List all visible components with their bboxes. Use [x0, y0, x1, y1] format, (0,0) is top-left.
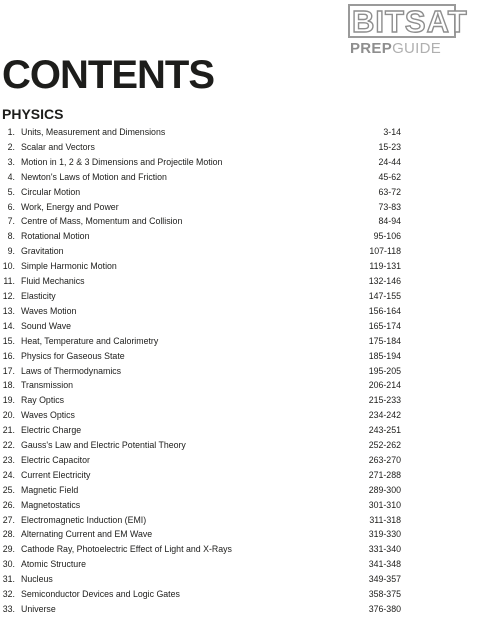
chapter-number: 25. — [2, 484, 15, 495]
chapter-title: Cathode Ray, Photoelectric Effect of Light and X-Rays — [21, 544, 232, 555]
page-range: 147-155 — [368, 290, 401, 301]
toc-entry — [0, 155, 480, 170]
toc-entry — [0, 244, 480, 259]
chapter-number: 16. — [2, 350, 15, 361]
toc-entry — [0, 423, 480, 438]
toc-entry — [0, 572, 480, 587]
toc-entry — [0, 468, 480, 483]
page-range: 252-262 — [368, 440, 401, 451]
chapter-number: 9. — [7, 246, 15, 257]
chapter-number: 4. — [7, 171, 15, 182]
chapter-title: Fluid Mechanics — [21, 276, 85, 287]
page-range: 84-94 — [378, 216, 401, 227]
page-range: 358-375 — [368, 589, 401, 600]
chapter-number: 7. — [7, 216, 15, 227]
chapter-number: 5. — [7, 186, 15, 197]
toc-entry — [0, 498, 480, 513]
page-range: 15-23 — [378, 141, 401, 152]
logo-prep-text: PREP — [350, 40, 393, 57]
chapter-title: Sound Wave — [21, 320, 72, 331]
page-range: 3-14 — [383, 127, 401, 137]
toc-entry — [0, 304, 480, 319]
toc-entry — [0, 289, 480, 304]
chapter-number: 1. — [7, 127, 15, 137]
page-range: 107-118 — [369, 246, 401, 257]
chapter-title: Scalar and Vectors — [21, 141, 95, 152]
bitsat-prepguide-logo — [348, 4, 468, 60]
toc-entry — [0, 170, 480, 185]
chapter-title: Gravitation — [21, 246, 64, 257]
chapter-number: 30. — [2, 559, 15, 570]
page-range: 271-288 — [368, 469, 401, 480]
chapter-title: Heat, Temperature and Calorimetry — [21, 335, 159, 346]
chapter-title: Transmission — [21, 380, 73, 391]
chapter-number: 11. — [3, 276, 15, 287]
toc-entry — [0, 587, 480, 602]
toc-entry — [0, 364, 480, 379]
chapter-number: 15. — [2, 335, 15, 346]
chapter-title: Magnetic Field — [21, 484, 79, 495]
chapter-title: Alternating Current and EM Wave — [21, 529, 153, 540]
chapter-number: 12. — [2, 290, 15, 301]
chapter-title: Waves Motion — [21, 305, 77, 316]
table-of-contents — [0, 125, 480, 617]
chapter-title: Magnetostatics — [21, 499, 81, 510]
chapter-title: Elasticity — [21, 290, 56, 301]
chapter-title: Rotational Motion — [21, 231, 90, 242]
chapter-number: 20. — [2, 410, 15, 421]
toc-entry — [0, 214, 480, 229]
toc-entry — [0, 319, 480, 334]
page-range: 289-300 — [368, 484, 401, 495]
toc-entry — [0, 125, 480, 140]
toc-entry — [0, 483, 480, 498]
chapter-number: 8. — [7, 231, 15, 242]
chapter-title: Electric Capacitor — [21, 454, 90, 465]
chapter-title: Laws of Thermodynamics — [21, 365, 122, 376]
chapter-title: Centre of Mass, Momentum and Collision — [21, 216, 183, 227]
toc-entry — [0, 513, 480, 528]
page-range: 234-242 — [368, 410, 401, 421]
page-range: 301-310 — [368, 499, 401, 510]
chapter-title: Ray Optics — [21, 395, 65, 406]
toc-entry — [0, 527, 480, 542]
page-range: 132-146 — [368, 276, 401, 287]
page-title: CONTENTS — [2, 53, 214, 97]
chapter-number: 6. — [7, 201, 15, 212]
page-range: 24-44 — [378, 156, 401, 167]
chapter-number: 2. — [7, 141, 15, 152]
chapter-title: Current Electricity — [21, 469, 91, 480]
toc-entry — [0, 140, 480, 155]
page-range: 95-106 — [373, 231, 401, 242]
chapter-number: 14. — [2, 320, 15, 331]
toc-entry — [0, 200, 480, 215]
chapter-title: Physics for Gaseous State — [21, 350, 125, 361]
toc-entry — [0, 349, 480, 364]
logo-guide-text: GUIDE — [392, 40, 442, 57]
toc-entry — [0, 393, 480, 408]
toc-entry — [0, 378, 480, 393]
page-range: 119-131 — [369, 261, 401, 272]
chapter-title: Waves Optics — [21, 410, 75, 421]
page-range: 349-357 — [368, 574, 401, 585]
chapter-number: 27. — [2, 514, 15, 525]
chapter-number: 26. — [2, 499, 15, 510]
page-range: 45-62 — [378, 171, 401, 182]
chapter-number: 3. — [7, 156, 15, 167]
page-range: 215-233 — [368, 395, 401, 406]
toc-entry — [0, 259, 480, 274]
page-range: 319-330 — [368, 529, 401, 540]
chapter-title: Motion in 1, 2 & 3 Dimensions and Projectile Motion — [21, 156, 223, 167]
chapter-title: Nucleus — [21, 574, 53, 585]
chapter-number: 23. — [2, 454, 15, 465]
toc-entry — [0, 185, 480, 200]
toc-entry — [0, 602, 480, 617]
logo-frame — [348, 4, 468, 39]
page-range: 165-174 — [368, 320, 401, 331]
chapter-title: Newton's Laws of Motion and Friction — [21, 171, 167, 182]
chapter-title: Units, Measurement and Dimensions — [21, 127, 166, 137]
chapter-number: 32. — [2, 589, 15, 600]
logo-prepguide-text — [350, 41, 458, 57]
chapter-number: 19. — [2, 395, 15, 406]
page-range: 341-348 — [368, 559, 401, 570]
page-range: 175-184 — [368, 335, 401, 346]
chapter-number: 22. — [2, 440, 15, 451]
chapter-number: 17. — [2, 365, 15, 376]
chapter-number: 31. — [2, 574, 15, 585]
chapter-title: Simple Harmonic Motion — [21, 261, 117, 272]
chapter-number: 29. — [2, 544, 15, 555]
toc-entry — [0, 453, 480, 468]
chapter-number: 24. — [2, 469, 15, 480]
chapter-title: Atomic Structure — [21, 559, 87, 570]
page-range: 185-194 — [368, 350, 401, 361]
chapter-title: Electric Charge — [21, 425, 82, 436]
chapter-title: Circular Motion — [21, 186, 81, 197]
section-heading: PHYSICS — [2, 106, 64, 122]
chapter-number: 13. — [2, 305, 15, 316]
toc-entry — [0, 542, 480, 557]
chapter-number: 10. — [2, 261, 15, 272]
page-range: 195-205 — [368, 365, 401, 376]
chapter-title: Gauss's Law and Electric Potential Theory — [21, 440, 186, 451]
toc-entry — [0, 334, 480, 349]
chapter-title: Semiconductor Devices and Logic Gates — [21, 589, 180, 600]
page-range: 156-164 — [368, 305, 401, 316]
chapter-number: 21. — [2, 425, 15, 436]
page-range: 263-270 — [368, 454, 401, 465]
page-range: 243-251 — [368, 425, 401, 436]
toc-entry — [0, 229, 480, 244]
logo-bitsat-text: BITSAT — [352, 4, 468, 39]
page-range: 376-380 — [368, 604, 401, 614]
chapter-title: Work, Energy and Power — [21, 201, 119, 212]
chapter-number: 28. — [2, 529, 15, 540]
toc-entry — [0, 557, 480, 572]
chapter-title: Universe — [21, 604, 56, 614]
toc-entry — [0, 274, 480, 289]
chapter-title: Electromagnetic Induction (EMI) — [21, 514, 147, 525]
chapter-number: 18. — [2, 380, 15, 391]
page-range: 63-72 — [378, 186, 401, 197]
page-range: 206-214 — [368, 380, 401, 391]
page-range: 331-340 — [368, 544, 401, 555]
toc-entry — [0, 408, 480, 423]
chapter-number: 33. — [2, 604, 15, 614]
toc-entry — [0, 438, 480, 453]
page-range: 311-318 — [369, 514, 401, 525]
page-range: 73-83 — [378, 201, 401, 212]
